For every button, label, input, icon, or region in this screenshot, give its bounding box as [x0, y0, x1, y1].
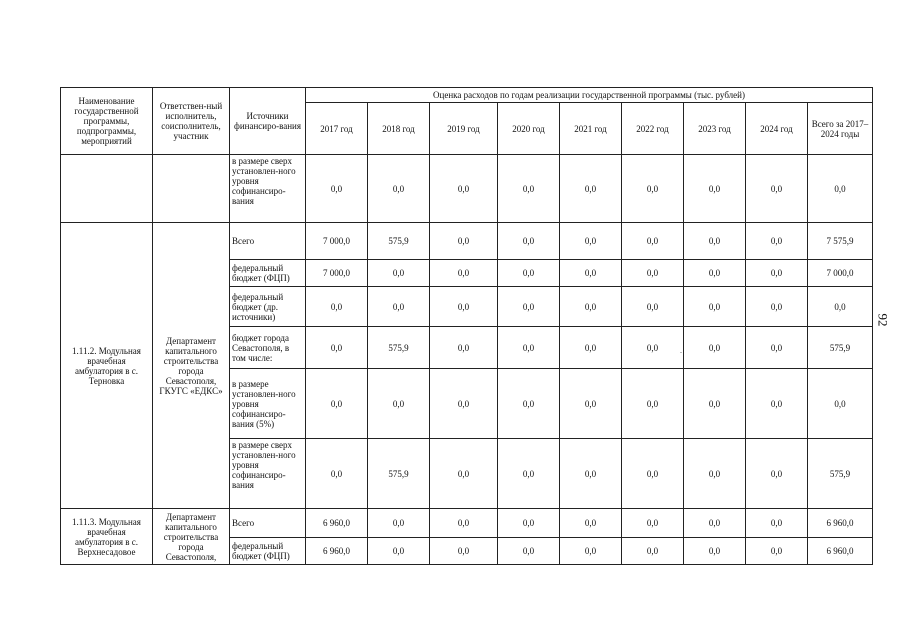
value-cell: 0,0: [560, 223, 622, 260]
value-cell: 0,0: [306, 287, 368, 327]
value-cell: 0,0: [808, 369, 873, 439]
table-row: [61, 155, 873, 223]
value-cell: 0,0: [430, 439, 498, 509]
value-cell: 0,0: [560, 369, 622, 439]
table-row: [61, 223, 873, 260]
source-cell: в размере сверх установлен-ного уровня софинансиро-вания: [230, 155, 306, 223]
header-year: 2018 год: [368, 103, 430, 155]
header-year: 2019 год: [430, 103, 498, 155]
value-cell: 0,0: [368, 538, 430, 565]
value-cell: 0,0: [746, 439, 808, 509]
value-cell: 575,9: [808, 327, 873, 369]
value-cell: 0,0: [684, 223, 746, 260]
header-year: 2017 год: [306, 103, 368, 155]
value-cell: 0,0: [368, 287, 430, 327]
value-cell: 0,0: [808, 287, 873, 327]
value-cell: 0,0: [560, 439, 622, 509]
value-cell: 0,0: [684, 155, 746, 223]
header-year: 2024 год: [746, 103, 808, 155]
value-cell: 0,0: [430, 509, 498, 538]
value-cell: 0,0: [560, 509, 622, 538]
header-executor: Ответствен-ный исполнитель, соисполнитель, участник: [153, 88, 230, 155]
value-cell: 7 575,9: [808, 223, 873, 260]
value-cell: 0,0: [368, 369, 430, 439]
value-cell: 0,0: [430, 327, 498, 369]
value-cell: 7 000,0: [306, 223, 368, 260]
value-cell: 0,0: [498, 223, 560, 260]
value-cell: 0,0: [430, 287, 498, 327]
value-cell: 0,0: [306, 439, 368, 509]
page-number: 92: [875, 313, 891, 327]
table-row: [61, 509, 873, 538]
value-cell: 0,0: [498, 439, 560, 509]
header-source: Источники финансиро-вания: [230, 88, 306, 155]
value-cell: 0,0: [498, 509, 560, 538]
source-cell: федеральный бюджет (ФЦП): [230, 260, 306, 287]
value-cell: 0,0: [498, 287, 560, 327]
value-cell: 0,0: [560, 260, 622, 287]
value-cell: 0,0: [498, 327, 560, 369]
value-cell: 0,0: [622, 287, 684, 327]
source-cell: федеральный бюджет (др. источники): [230, 287, 306, 327]
value-cell: 0,0: [622, 439, 684, 509]
value-cell: 0,0: [684, 260, 746, 287]
value-cell: 0,0: [560, 287, 622, 327]
header-year: 2022 год: [622, 103, 684, 155]
value-cell: 6 960,0: [808, 509, 873, 538]
value-cell: 6 960,0: [808, 538, 873, 565]
value-cell: 0,0: [560, 538, 622, 565]
value-cell: 0,0: [306, 155, 368, 223]
executor-name: Департамент капитального строительства города Севастополя, ГКУГС «ЕДКС»: [153, 223, 230, 509]
value-cell: 0,0: [498, 538, 560, 565]
source-cell: в размере установлен-ного уровня софинансиро-вания (5%): [230, 369, 306, 439]
value-cell: 0,0: [684, 369, 746, 439]
value-cell: 7 000,0: [808, 260, 873, 287]
value-cell: 0,0: [684, 509, 746, 538]
measure-name: 1.11.2. Модульная врачебная амбулатория в с. Терновка: [61, 223, 153, 509]
value-cell: 0,0: [684, 538, 746, 565]
value-cell: 0,0: [622, 155, 684, 223]
value-cell: 0,0: [430, 155, 498, 223]
source-cell: Всего: [230, 509, 306, 538]
value-cell: 0,0: [746, 287, 808, 327]
header-total: Всего за 2017–2024 годы: [808, 103, 873, 155]
header-year: 2021 год: [560, 103, 622, 155]
empty-cell: [153, 155, 230, 223]
value-cell: 0,0: [622, 260, 684, 287]
value-cell: 0,0: [498, 260, 560, 287]
scan-dot: .: [680, 346, 682, 355]
value-cell: 0,0: [368, 260, 430, 287]
value-cell: 0,0: [746, 223, 808, 260]
header-years-group: Оценка расходов по годам реализации государственной программы (тыс. рублей): [306, 88, 873, 103]
value-cell: 0,0: [430, 538, 498, 565]
value-cell: 0,0: [746, 369, 808, 439]
value-cell: 0,0: [808, 155, 873, 223]
value-cell: 575,9: [808, 439, 873, 509]
value-cell: 0,0: [368, 509, 430, 538]
source-cell: Всего: [230, 223, 306, 260]
value-cell: 0,0: [622, 369, 684, 439]
header-year: 2020 год: [498, 103, 560, 155]
value-cell: 0,0: [622, 223, 684, 260]
value-cell: 0,0: [684, 439, 746, 509]
value-cell: 0,0: [622, 538, 684, 565]
empty-cell: [61, 155, 153, 223]
value-cell: 0,0: [746, 260, 808, 287]
value-cell: 0,0: [498, 369, 560, 439]
value-cell: 0,0: [560, 327, 622, 369]
header-year: 2023 год: [684, 103, 746, 155]
value-cell: 7 000,0: [306, 260, 368, 287]
executor-name: Департамент капитального строительства города Севастополя,: [153, 509, 230, 565]
value-cell: 0,0: [498, 155, 560, 223]
value-cell: 0,0: [746, 327, 808, 369]
value-cell: 0,0: [430, 223, 498, 260]
value-cell: 0,0: [746, 155, 808, 223]
value-cell: 0,0: [746, 509, 808, 538]
value-cell: 6 960,0: [306, 509, 368, 538]
source-cell: бюджет города Севастополя, в том числе:: [230, 327, 306, 369]
header-name: Наименование государственной программы, подпрограммы, мероприятий: [61, 88, 153, 155]
value-cell: 0,0: [622, 509, 684, 538]
value-cell: 0,0: [430, 369, 498, 439]
value-cell: 0,0: [622, 327, 684, 369]
measure-name: 1.11.3. Модульная врачебная амбулатория в с. Верхнесадовое: [61, 509, 153, 565]
value-cell: 0,0: [746, 538, 808, 565]
source-cell: в размере сверх установлен-ного уровня софинансиро-вания: [230, 439, 306, 509]
value-cell: 575,9: [368, 223, 430, 260]
value-cell: 0,0: [306, 327, 368, 369]
value-cell: 0,0: [684, 327, 746, 369]
budget-table: [60, 87, 873, 565]
value-cell: 0,0: [368, 155, 430, 223]
value-cell: 575,9: [368, 439, 430, 509]
value-cell: 0,0: [684, 287, 746, 327]
value-cell: 575,9: [368, 327, 430, 369]
value-cell: 0,0: [306, 369, 368, 439]
value-cell: 0,0: [430, 260, 498, 287]
value-cell: 0,0: [560, 155, 622, 223]
source-cell: федеральный бюджет (ФЦП): [230, 538, 306, 565]
value-cell: 6 960,0: [306, 538, 368, 565]
